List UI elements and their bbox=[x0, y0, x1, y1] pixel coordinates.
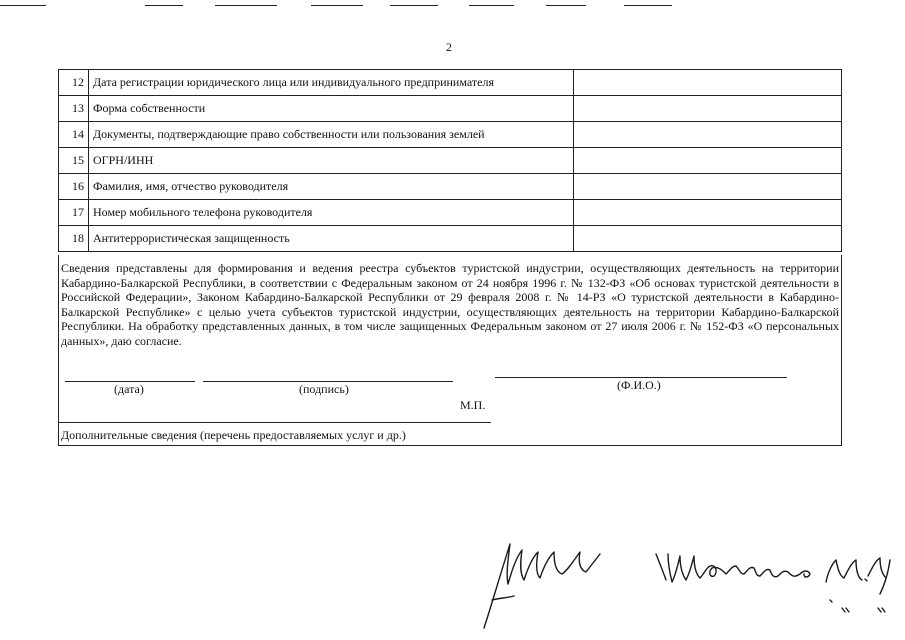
table-row bbox=[59, 96, 842, 122]
row-label: Фамилия, имя, отчество руководителя bbox=[89, 174, 574, 200]
row-value-field[interactable] bbox=[574, 96, 842, 122]
name-label: (Ф.И.О.) bbox=[617, 378, 661, 392]
form-table bbox=[58, 69, 842, 252]
row-number: 14 bbox=[59, 122, 89, 148]
handwritten-signature bbox=[470, 530, 900, 635]
table-row bbox=[59, 226, 842, 252]
date-label: (дата) bbox=[114, 382, 144, 396]
row-number: 16 bbox=[59, 174, 89, 200]
row-number: 17 bbox=[59, 200, 89, 226]
row-value-field[interactable] bbox=[574, 226, 842, 252]
consent-section bbox=[58, 255, 842, 446]
row-number: 13 bbox=[59, 96, 89, 122]
table-row bbox=[59, 122, 842, 148]
extra-info-label: Дополнительные сведения (перечень предоставляемых услуг и др.) bbox=[61, 428, 406, 442]
table-row bbox=[59, 174, 842, 200]
seal-label: М.П. bbox=[460, 398, 486, 412]
table-row bbox=[59, 70, 842, 96]
row-label: Дата регистрации юридического лица или индивидуального предпринимателя bbox=[89, 70, 574, 96]
row-value-field[interactable] bbox=[574, 174, 842, 200]
consent-text: Сведения представлены для формирования и ведения реестра субъектов туристской индустрии, осуществляющих деятельность на территории Кабардино-Балкарской Республики, в соответствии с Федеральным законом от 24 ноября 1996 г. № 132-ФЗ «Об основах туристской деятельности в Российской Федерации», Законом Кабардино-Балкарской Республики от 29 февраля 2008 г. № 14-РЗ «О туристской деятельности в Кабардино-Балкарской Республике» с целью учета субъектов туристской индустрии, осуществляющих деятельность на территории Кабардино-Балкарской Республики. На обработку представленных данных, в том числе защищенных Федеральным законом от 27 июля 2006 г. № 152-ФЗ «О персональных данных», даю согласие. bbox=[61, 261, 839, 348]
top-cut-lines bbox=[0, 0, 905, 10]
row-value-field[interactable] bbox=[574, 148, 842, 174]
page-number: 2 bbox=[446, 40, 452, 54]
row-label: Номер мобильного телефона руководителя bbox=[89, 200, 574, 226]
row-number: 15 bbox=[59, 148, 89, 174]
extra-info-line bbox=[59, 422, 491, 423]
row-label: Форма собственности bbox=[89, 96, 574, 122]
row-label: Антитеррористическая защищенность bbox=[89, 226, 574, 252]
row-label: ОГРН/ИНН bbox=[89, 148, 574, 174]
row-value-field[interactable] bbox=[574, 70, 842, 96]
row-value-field[interactable] bbox=[574, 200, 842, 226]
table-row bbox=[59, 148, 842, 174]
signature-label: (подпись) bbox=[299, 382, 349, 396]
row-value-field[interactable] bbox=[574, 122, 842, 148]
row-number: 18 bbox=[59, 226, 89, 252]
table-row bbox=[59, 200, 842, 226]
row-number: 12 bbox=[59, 70, 89, 96]
row-label: Документы, подтверждающие право собственности или пользования землей bbox=[89, 122, 574, 148]
